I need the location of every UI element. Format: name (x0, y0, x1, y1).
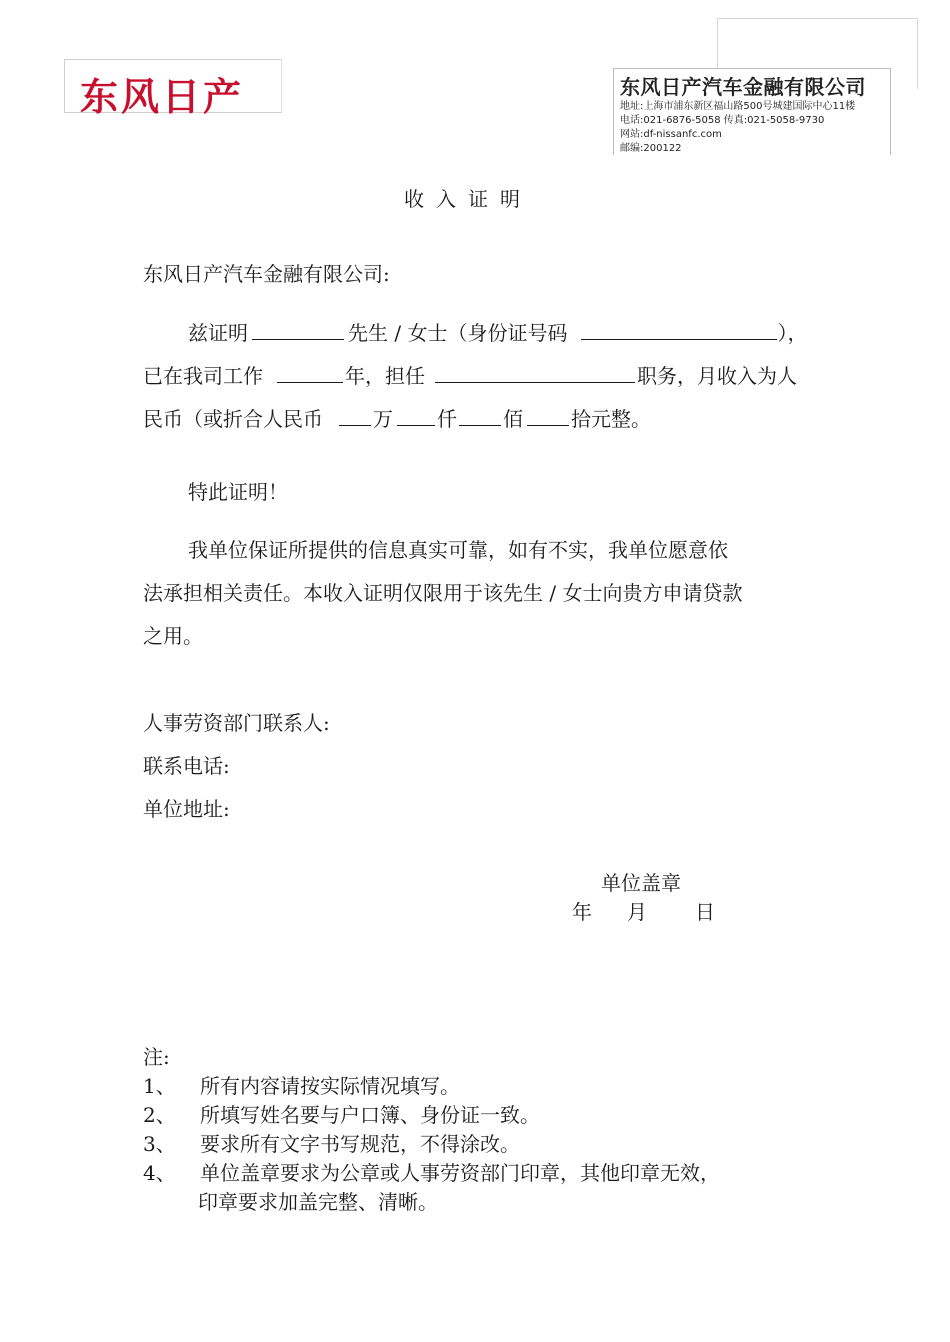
note-item-number: 2、 (143, 1103, 176, 1127)
note-item-continuation: 印章要求加盖完整、清晰。 (198, 1190, 438, 1214)
dongfeng-nissan-logo: 东风日产 (80, 75, 245, 119)
id-number-blank[interactable] (581, 321, 777, 340)
certify-line: 特此证明！ (188, 480, 288, 504)
position-blank[interactable] (435, 364, 635, 383)
date-year-label: 年 (572, 900, 592, 924)
company-phone-fax: 电话:021-6876-5058 传真:021-5058-9730 (620, 115, 825, 126)
para1-line2 (143, 364, 797, 388)
salutation: 东风日产汽车金融有限公司: (143, 262, 390, 286)
name-blank[interactable] (252, 321, 344, 340)
note-item-text: 单位盖章要求为公章或人事劳资部门印章，其他印章无效， (200, 1161, 720, 1185)
note-item-number: 4、 (143, 1161, 176, 1185)
guarantee-line3: 之用。 (143, 624, 203, 648)
company-name: 东风日产汽车金融有限公司 (620, 75, 866, 99)
notes-heading: 注: (143, 1045, 170, 1069)
date-month-label: 月 (627, 900, 647, 924)
note-item-text: 所有内容请按实际情况填写。 (200, 1074, 460, 1098)
para1-text: 万 (373, 407, 393, 431)
para1-text: 兹证明 (188, 321, 248, 345)
para1-text: 先生 / 女士（身份证号码 (348, 321, 568, 345)
para1-text: 民币（或折合人民币 (143, 407, 323, 431)
para1-text: 已在我司工作 (143, 364, 263, 388)
document-title: 收入证明 (404, 187, 532, 211)
para1-text: 拾元整。 (571, 407, 651, 431)
para1-text: 职务，月收入为人 (637, 364, 797, 388)
note-item-number: 1、 (143, 1074, 176, 1098)
note-item-number: 3、 (143, 1132, 176, 1156)
note-item-text: 所填写姓名要与户口簿、身份证一致。 (200, 1103, 540, 1127)
hr-contact-label: 人事劳资部门联系人: (143, 711, 330, 735)
unit-stamp-label: 单位盖章 (601, 871, 681, 895)
note-item-text: 要求所有文字书写规范，不得涂改。 (200, 1132, 520, 1156)
ten-blank[interactable] (527, 407, 569, 426)
guarantee-line2: 法承担相关责任。本收入证明仅限用于该先生 / 女士向贵方申请贷款 (143, 581, 743, 605)
hundred-blank[interactable] (459, 407, 501, 426)
contact-phone-label: 联系电话: (143, 754, 230, 778)
ten-thousand-blank[interactable] (339, 407, 371, 426)
date-day-label: 日 (695, 900, 715, 924)
para1-text: 仟 (437, 407, 457, 431)
company-address: 地址:上海市浦东新区福山路500号城建国际中心11楼 (620, 101, 856, 112)
years-blank[interactable] (277, 364, 343, 383)
para1-text: 年，担任 (345, 364, 425, 388)
para1-text: ）， (777, 321, 808, 345)
company-website: 网站:df-nissanfc.com (620, 129, 722, 140)
para1-line3 (143, 407, 651, 431)
guarantee-line1: 我单位保证所提供的信息真实可靠，如有不实，我单位愿意依 (188, 538, 728, 562)
para1-text: 佰 (503, 407, 523, 431)
thousand-blank[interactable] (397, 407, 435, 426)
para1-line1 (188, 321, 807, 345)
company-postcode: 邮编:200122 (620, 143, 682, 154)
unit-address-label: 单位地址: (143, 797, 230, 821)
